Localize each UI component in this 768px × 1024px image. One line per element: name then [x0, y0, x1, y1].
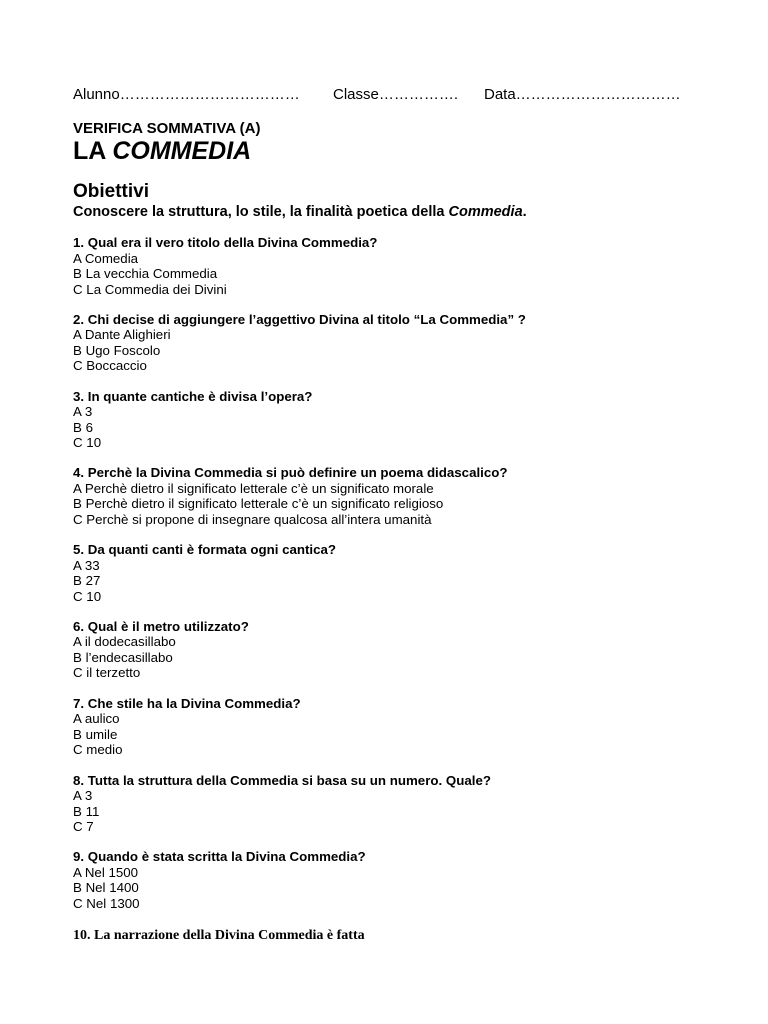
answer-option: B l’endecasillabo: [73, 649, 173, 665]
question-text: 2. Chi decise di aggiungere l’aggettivo Divina al titolo “La Commedia” ?: [73, 311, 526, 327]
answer-option: B 6: [73, 419, 93, 435]
objectives-text: [73, 204, 527, 221]
question-10: 10. La narrazione della Divina Commedia è fatta: [73, 928, 365, 943]
answer-option: C il terzetto: [73, 665, 141, 681]
answer-option: A Perchè dietro il significato letterale c’è un significato morale: [73, 480, 434, 496]
answer-option: C medio: [73, 742, 123, 758]
question-text: 1. Qual era il vero titolo della Divina Commedia?: [73, 235, 378, 250]
question-text: 9. Quando è stata scritta la Divina Commedia?: [73, 849, 366, 865]
answer-option: A 33: [73, 557, 100, 573]
date-field: Data……………………………: [484, 86, 681, 103]
answer-option: A Nel 1500: [73, 864, 139, 880]
question-text: 4. Perchè la Divina Commedia si può definire un poema didascalico?: [73, 465, 508, 481]
answer-option: C Boccaccio: [73, 358, 147, 374]
objectives-text-end: .: [522, 204, 527, 220]
question-text: 7. Che stile ha la Divina Commedia?: [73, 695, 301, 711]
question-block: [73, 773, 733, 850]
test-subtitle: VERIFICA SOMMATIVA (A): [73, 120, 261, 137]
student-name-field: Alunno………………………………: [73, 86, 300, 103]
question-block: [73, 312, 733, 389]
question-block: [73, 235, 733, 312]
page-title: [73, 136, 251, 166]
answer-option: C Perchè si propone di insegnare qualcosa all’intera umanità: [73, 511, 432, 527]
answer-option: A 3: [73, 404, 93, 420]
answer-option: A il dodecasillabo: [73, 634, 176, 650]
answer-option: C Nel 1300: [73, 895, 140, 911]
answer-option: C 10: [73, 435, 102, 451]
answer-option: B Ugo Foscolo: [73, 342, 161, 358]
answer-option: A aulico: [73, 711, 120, 727]
title-italic: COMMEDIA: [112, 137, 252, 165]
objectives-text-start: Conoscere la struttura, lo stile, la finalità poetica della: [73, 204, 449, 220]
question-text: 8. Tutta la struttura della Commedia si basa su un numero. Quale?: [73, 772, 491, 788]
question-block: [73, 696, 733, 773]
question-text: 6. Qual è il metro utilizzato?: [73, 618, 249, 634]
questions-list: [73, 235, 733, 926]
question-block: [73, 542, 733, 619]
question-text: 3. In quante cantiche è divisa l’opera?: [73, 388, 313, 404]
question-block: [73, 389, 733, 466]
answer-option: C La Commedia dei Divini: [73, 281, 227, 297]
objectives-text-italic: Commedia: [448, 204, 523, 220]
answer-option: B Nel 1400: [73, 880, 139, 896]
answer-option: B La vecchia Commedia: [73, 266, 218, 281]
title-prefix: LA: [73, 137, 113, 165]
answer-option: B Perchè dietro il significato letterale c’è un significato religioso: [73, 496, 444, 512]
answer-option: B 27: [73, 573, 101, 589]
answer-option: B 11: [73, 803, 100, 819]
class-field: Classe…………….: [333, 86, 459, 103]
objectives-heading: Obiettivi: [73, 181, 150, 202]
answer-option: C 10: [73, 588, 102, 604]
answer-option: A Dante Alighieri: [73, 327, 171, 343]
answer-option: A Comedia: [73, 250, 139, 266]
question-block: [73, 465, 733, 542]
answer-option: B umile: [73, 726, 118, 742]
answer-option: C 7: [73, 819, 94, 835]
question-text: 5. Da quanti canti è formata ogni cantica?: [73, 542, 337, 558]
question-block: [73, 849, 733, 926]
answer-option: A 3: [73, 788, 93, 804]
question-block: [73, 619, 733, 696]
